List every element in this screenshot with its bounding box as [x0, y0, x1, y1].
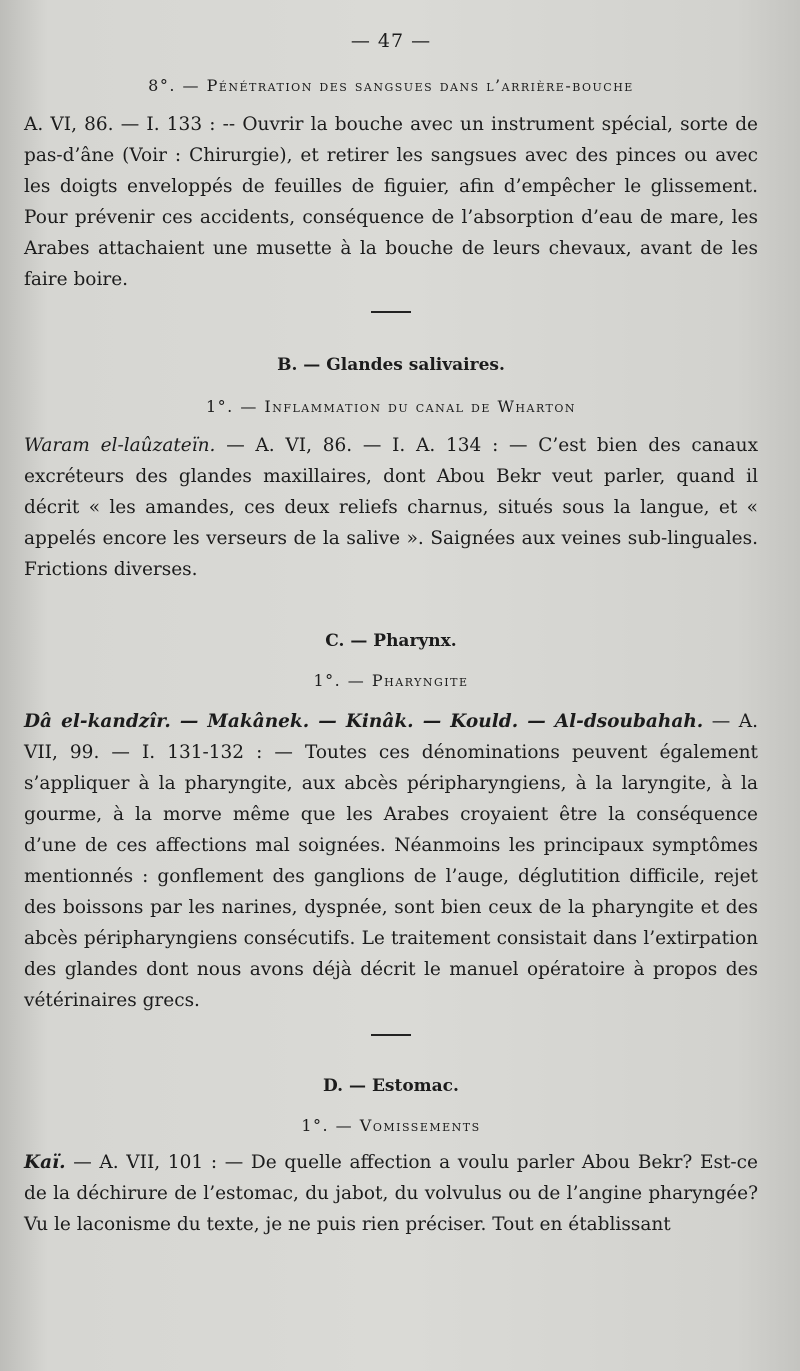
- term-kai: Kaï.: [24, 1152, 66, 1173]
- term-waram: Waram el-laûzateïn.: [24, 435, 216, 456]
- paragraph-sangsues: A. VI, 86. — I. 133 : -- Ouvrir la bouche avec un instrument spécial, sorte de pas-d’âne (Voir : Chirurgie), et retirer les sangsues avec des pinces ou avec les doigts enveloppés de feuilles de figuier, afin d’empêcher le glissement. Pour prévenir ces accidents, conséquence de l’absorption d’eau de mare, les Arabes attachaient une musette à la bouche de leurs chevaux, avant de les faire boire.: [24, 114, 758, 290]
- page-number: — 47 —: [350, 30, 432, 52]
- heading-vomissements: 1°. — Vomissements: [301, 1116, 481, 1135]
- heading-pharyngite: 1°. — Pharyngite: [313, 671, 469, 690]
- paragraph-wharton: [24, 430, 758, 585]
- paragraph-pharyngite-text: — A. VII, 99. — I. 131-132 : — Toutes ces dénominations peuvent également s’appliquer à la pharyngite, aux abcès péripharyngiens, à la laryngite, à la gourme, à la morve même que les Arabes croyaient être la conséquence d’une de ces affections mal soignées. Néanmoins les principaux symptômes mentionnés : gonflement des ganglions de l’auge, déglutition difficile, rejet des boissons par les narines, dyspnée, sont bien ceux de la pharyngite et des abcès péripharyngiens consécutifs. Le traitement consistait dans l’extirpation des glandes dont nous avons déjà décrit le manuel opératoire à propos des vétérinaires grecs.: [24, 711, 758, 1011]
- heading-inflammation-wharton: 1°. — Inflammation du canal de Wharton: [205, 397, 577, 416]
- section-title-glandes-salivaires: B. — Glandes salivaires.: [277, 355, 505, 375]
- term-list-pharyngite: Dâ el-kandzîr. — Makânek. — Kinâk. — Kould. — Al-dsoubahah.: [24, 711, 704, 732]
- heading-8-penetration-sangsues: 8°. — Pénétration des sangsues dans l’arrière-bouche: [148, 76, 634, 95]
- paragraph-wharton-text: — A. VI, 86. — I. A. 134 : — C’est bien des canaux excréteurs des glandes maxillaires, dont Abou Bekr veut parler, quand il décrit « les amandes, ces deux reliefs charnus, situés sous la langue, et « appelés encore les verseurs de la salive ». Saignées aux veines sub-linguales. Frictions diverses.: [24, 435, 758, 580]
- paragraph-vomissements-text: — A. VII, 101 : — De quelle affection a voulu parler Abou Bekr? Est-ce de la déchirure de l’estomac, du jabot, du volvulus ou de l’angine pharyngée? Vu le laconisme du texte, je ne puis rien préciser. Tout en établissant: [24, 1152, 758, 1235]
- section-title-estomac: D. — Estomac.: [323, 1076, 459, 1096]
- page-content: [24, 30, 758, 1240]
- section-title-pharynx: C. — Pharynx.: [325, 631, 457, 651]
- paragraph-vomissements: [24, 1147, 758, 1240]
- paragraph-pharyngite: [24, 706, 758, 1016]
